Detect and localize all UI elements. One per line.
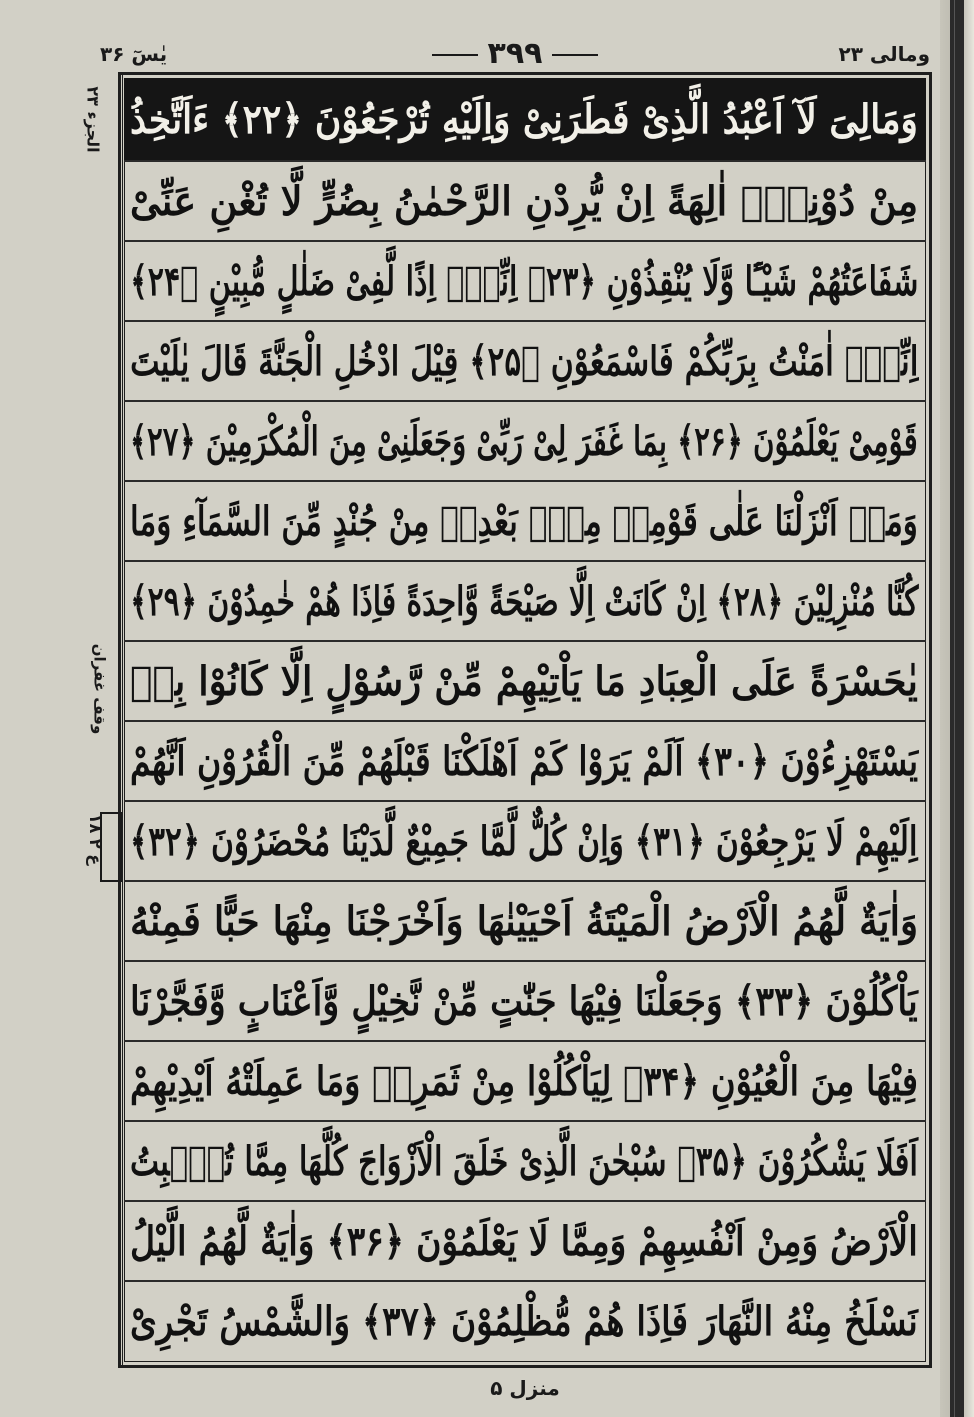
text-line-content: یَاْكُلُوْنَ ﴿۳۳﴾ وَجَعَلْنَا فِیْهَا جَنّٰتٍ مِّنْ نَّخِیْلٍ وَّاَعْنَابٍ وَّفَجَّرْنَا [130, 978, 918, 1025]
surah-name: یٰسٓ ۳۶ [100, 42, 168, 66]
text-line [124, 962, 926, 1042]
text-line [124, 562, 926, 642]
text-line [124, 882, 926, 962]
text-line-content: مِنْ دُوْنِهٖۤ اٰلِهَةً اِنْ یُّرِدْنِ الرَّحْمٰنُ بِضُرٍّ لَّا تُغْنِ عَنِّیْ [129, 178, 918, 225]
text-line [124, 802, 926, 882]
text-line-content: یٰحَسْرَةً عَلَى الْعِبَادِ مَا یَاْتِیْهِمْ مِّنْ رَّسُوْلٍ اِلَّا كَانُوْا بِهٖ [130, 658, 918, 705]
text-line-content: كُنَّا مُنْزِلِیْنَ ﴿۲۸﴾ اِنْ كَانَتْ اِلَّا صَیْحَةً وَّاحِدَةً فَاِذَا هُمْ خٰمِدُوْنَ ﴿۲۹﴾ [129, 578, 918, 625]
binding-rule-thin [954, 0, 955, 1417]
manzil-footer: منزل ۵ [490, 1376, 560, 1400]
text-line-content: اِلَیْهِمْ لَا یَرْجِعُوْنَ ﴿۳۱﴾ وَاِنْ كُلٌّ لَّمَّا جَمِیْعٌ لَّدَیْنَا مُحْضَرُوْنَ ﴿۳۲﴾ [130, 818, 918, 865]
frame-left-rule [122, 72, 123, 1368]
waqf-marker: وقف غفران [90, 643, 109, 735]
ruku-marker: ع ۲ ۱۸ [86, 813, 106, 866]
text-line-content: وَاٰیَةٌ لَّهُمُ الْاَرْضُ الْمَیْتَةُ اَحْیَیْنٰهَا وَاَخْرَجْنَا مِنْهَا حَبًّا فَمِنْهُ [129, 898, 918, 945]
page-header [100, 36, 930, 72]
text-line [124, 242, 926, 322]
text-line [124, 1282, 926, 1362]
text-line [124, 1042, 926, 1122]
text-line [124, 402, 926, 482]
text-line-content: اِنِّیْۤ اٰمَنْتُ بِرَبِّكُمْ فَاسْمَعُوْنِ ﴿۲۵﴾ قِیْلَ ادْخُلِ الْجَنَّةَ قَالَ یٰلَیْتَ [129, 338, 918, 385]
text-line [124, 78, 926, 162]
text-line [124, 1202, 926, 1282]
juz-marker: الجزء ۲۳ [83, 86, 103, 153]
text-line-content: قَوْمِیْ یَعْلَمُوْنَ ﴿۲۶﴾ بِمَا غَفَرَ لِیْ رَبِّیْ وَجَعَلَنِیْ مِنَ الْمُكْرَمِیْنَ ﴿۲۷﴾ [130, 418, 918, 465]
text-line [124, 1122, 926, 1202]
text-line [124, 482, 926, 562]
text-line [124, 322, 926, 402]
text-line-content: الْاَرْضُ وَمِنْ اَنْفُسِهِمْ وَمِمَّا لَا یَعْلَمُوْنَ ﴿۳۶﴾ وَاٰیَةٌ لَّهُمُ الَّیْلُ [130, 1218, 918, 1265]
para-name: ومالی ۲۳ [838, 42, 930, 66]
binding-edge [940, 0, 974, 1417]
text-line-content: نَسْلَخُ مِنْهُ النَّهَارَ فَاِذَا هُمْ مُّظْلِمُوْنَ ﴿۳۷﴾ وَالشَّمْسُ تَجْرِیْ [130, 1298, 918, 1345]
text-line-content: وَمَاۤ اَنْزَلْنَا عَلٰى قَوْمِهٖ مِنْۢ بَعْدِهٖ مِنْ جُنْدٍ مِّنَ السَّمَآءِ وَمَا [130, 498, 918, 545]
text-line [124, 722, 926, 802]
text-line-content: اَفَلَا یَشْكُرُوْنَ ﴿۳۵﴾ سُبْحٰنَ الَّذِیْ خَلَقَ الْاَزْوَاجَ كُلَّهَا مِمَّا تُنْۢبِتُ [130, 1138, 918, 1185]
text-line-content: وَمَالِیَ لَآ اَعْبُدُ الَّذِیْ فَطَرَنِیْ وَاِلَیْهِ تُرْجَعُوْنَ ﴿۲۲﴾ ءَاَتَّخِذُ [130, 96, 918, 143]
text-line-content: یَسْتَهْزِءُوْنَ ﴿۳۰﴾ اَلَمْ یَرَوْا كَمْ اَهْلَكْنَا قَبْلَهُمْ مِّنَ الْقُرُوْنِ اَنَّهُمْ [129, 738, 918, 785]
text-line-content: شَفَاعَتُهُمْ شَیْـًٔا وَّلَا یُنْقِذُوْنِ ﴿۲۳﴾ اِنِّیْۤ اِذًا لَّفِیْ ضَلٰلٍ مُّبِیْنٍ ﴿۲۴﴾ [129, 258, 918, 305]
text-line [124, 162, 926, 242]
text-line [124, 642, 926, 722]
binding-rule [950, 0, 964, 1417]
page-number: ۳۹۹ [100, 36, 930, 71]
text-line-content: فِیْهَا مِنَ الْعُیُوْنِ ﴿۳۴﴾ لِیَاْكُلُوْا مِنْ ثَمَرِهٖ وَمَا عَمِلَتْهُ اَیْدِیْهِمْ [130, 1058, 918, 1105]
quran-text-block [124, 78, 926, 1362]
